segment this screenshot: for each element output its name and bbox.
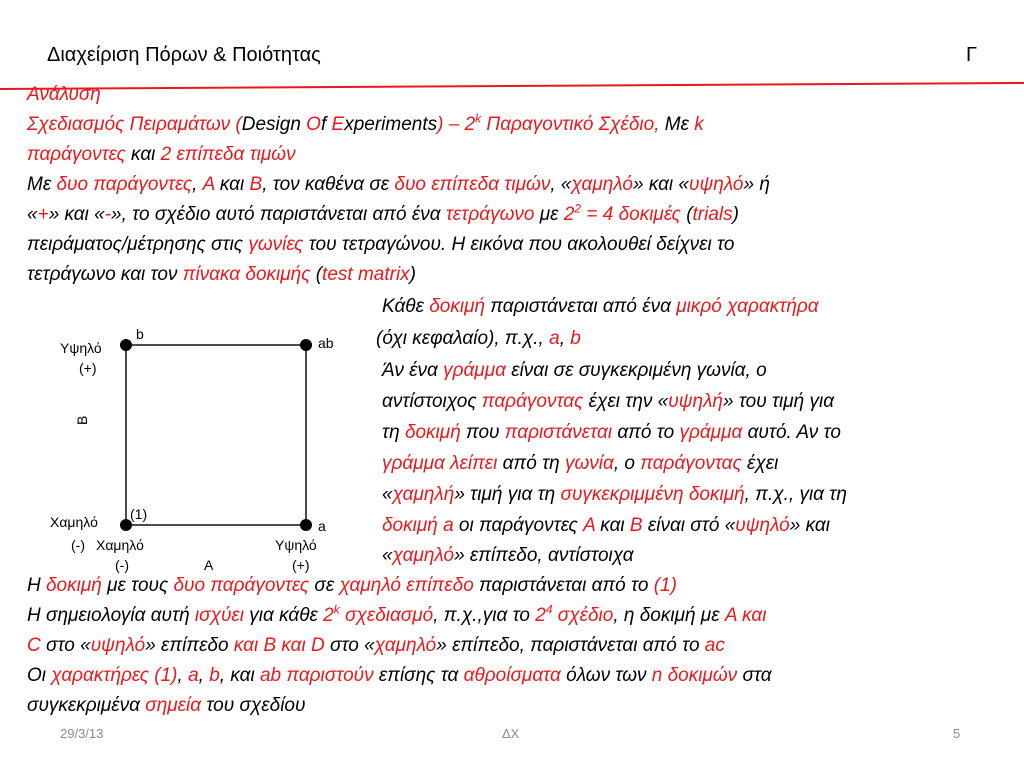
text-fragment: υψηλό [735,515,790,536]
text-fragment: A [202,174,215,195]
text-fragment: δοκιμή [429,296,486,317]
text-fragment: και [595,515,630,536]
text-fragment: , π.χ.,για το [433,605,536,626]
paragraph-line [27,172,770,198]
text-fragment: έχει [741,453,779,474]
text-fragment: , [198,665,210,686]
text-fragment: ισχύει [194,605,244,626]
text-fragment: D [241,114,256,135]
text-fragment: 2 [535,605,546,626]
text-fragment: Κάθε [382,296,430,317]
text-fragment: O [306,114,321,135]
right-paragraph-line [382,389,834,415]
text-fragment: παράγοντες [27,144,126,165]
text-fragment: a [549,328,560,349]
paragraph-line [27,693,305,719]
text-fragment: ) [732,204,739,225]
superscript: k [475,111,482,126]
text-fragment: , ο [613,453,641,474]
text-fragment: ( [680,204,693,225]
text-fragment: » τιμή για τη [454,484,561,505]
text-fragment: » και [789,515,830,536]
text-fragment: δυο επίπεδα τιμών [394,174,551,195]
a-minus-below: (-) [115,557,129,573]
text-fragment: A [583,515,596,536]
text-fragment: , και [219,665,260,686]
text-fragment: « [382,484,393,505]
text-fragment: με [534,204,564,225]
text-fragment: γράμμα [679,422,743,443]
right-paragraph-line [376,326,581,352]
right-paragraph-line [382,543,634,569]
text-fragment: δοκιμή a [382,515,454,536]
header-title: Διαχείριση Πόρων & Ποιότητας [47,44,321,66]
text-fragment: χαμηλό [392,545,455,566]
text-fragment: χαμηλή [392,484,455,505]
text-fragment: ac [704,635,725,656]
text-fragment: συγκεκριμμένη δοκιμή [560,484,745,505]
text-fragment: b [570,328,581,349]
b-high-label: Υψηλό [60,340,102,356]
header-accent-line [0,80,1024,90]
text-fragment: τετράγωνο και τον [27,264,183,285]
text-fragment: είναι στό « [642,515,736,536]
text-fragment: αντίστοιχος [382,391,482,412]
text-fragment: είναι σε συγκεκριμένη γωνία, ο [505,360,767,381]
text-fragment: A και [724,605,767,626]
text-fragment: E [331,114,345,135]
text-fragment: ) – 2 [437,114,476,135]
text-fragment: χαμηλό [571,174,633,195]
text-fragment: , [177,665,189,686]
text-fragment: έχει την « [583,391,669,412]
text-fragment: » επίπεδο, αντίστοιχα [454,545,634,566]
text-fragment: επίσης τα [373,665,464,686]
text-fragment: στο « [40,635,91,656]
superscript: k [333,602,340,617]
text-fragment: », το σχέδιο αυτό παριστάνεται από ένα [111,204,446,225]
corner-point-a [300,519,312,531]
doe-title-line-2 [27,142,296,168]
b-low-label: Χαμηλό [50,514,98,530]
text-fragment: γωνίες [248,234,304,255]
text-fragment: μικρό χαρακτήρα [676,296,819,317]
text-fragment: με τους [101,575,174,596]
corner-point-ab [300,339,312,351]
text-fragment: παριστούν [281,665,374,686]
text-fragment: 4 δοκιμές [602,204,681,225]
paragraph-line [27,262,416,288]
text-fragment: γωνία [565,453,614,474]
label-b: b [136,326,144,342]
footer-date: 29/3/13 [60,726,104,741]
text-fragment: B [629,515,643,536]
text-fragment: » επίπεδο, παριστάνεται από το [436,635,705,656]
label-1: (1) [130,506,148,522]
footer-page-number: 5 [953,726,961,741]
corner-point-b [120,339,132,351]
right-paragraph-line [382,294,819,320]
text-fragment: b [209,665,220,686]
slide-header [0,0,1024,90]
text-fragment: « [382,545,393,566]
design-square [126,345,306,525]
text-fragment: esign [255,114,307,135]
text-fragment: Παραγοντικό Σχέδιο, [481,114,660,135]
doe-title-line [27,112,704,138]
factorial-square-diagram [40,325,360,575]
paragraph-line [27,663,772,689]
text-fragment: » ή [743,174,770,195]
text-fragment: , [192,174,203,195]
right-paragraph-line [382,420,841,446]
text-fragment: Άν ένα [382,360,444,381]
paragraph-line [27,633,725,659]
text-fragment: xperiments [344,114,438,135]
text-fragment: δοκιμή [46,575,102,596]
text-fragment: ( [310,264,323,285]
superscript: 4 [545,602,553,617]
text-fragment: Η σημειολογία αυτή [27,605,195,626]
paragraph-line [27,202,739,228]
text-fragment: » και « [632,174,689,195]
text-fragment: δυο παράγοντες [56,174,193,195]
text-fragment: και [125,144,161,165]
a-minus-label: (-) [71,537,85,553]
label-a: a [318,518,326,534]
text-fragment: 2 επίπεδα τιμών [160,144,296,165]
text-fragment: που [460,422,505,443]
text-fragment: χαμηλό επίπεδο [339,575,474,596]
footer-author: ΔΧ [502,726,520,741]
text-fragment: f [320,114,332,135]
paragraph-line [27,573,677,599]
text-fragment: « [27,204,38,225]
right-paragraph-line [382,513,830,539]
text-fragment: χαρακτήρες (1) [51,665,178,686]
text-fragment: αυτό. Αν το [742,422,841,443]
a-axis-label: A [204,557,214,573]
text-fragment: υψηλό [90,635,146,656]
text-fragment: n δοκιμών [651,665,738,686]
a-high-label: Υψηλό [275,537,317,553]
superscript: 2 [574,201,582,216]
text-fragment: υψηλή [668,391,723,412]
text-fragment: του σχεδίου [201,695,306,716]
text-fragment: Με [659,114,695,135]
text-fragment: σχεδιασμό [339,605,434,626]
text-fragment: πίνακα δοκιμής [182,264,311,285]
text-fragment: ) [409,264,416,285]
text-fragment: σε [309,575,340,596]
text-fragment: k [694,114,704,135]
text-fragment: σημεία [145,695,202,716]
paragraph-line [27,232,734,258]
a-low-label: Χαμηλό [96,537,144,553]
text-fragment: 2 [323,605,334,626]
text-fragment: C [27,635,41,656]
text-fragment: τετράγωνο [445,204,535,225]
section-heading: Ανάλυση [27,84,101,105]
text-fragment: παριστάνεται από ένα [485,296,677,317]
text-fragment: ab [259,665,282,686]
text-fragment: (1) [653,575,677,596]
right-paragraph-line [382,451,778,477]
text-fragment: test matrix [322,264,410,285]
text-fragment: 2 [563,204,575,225]
text-fragment: οι παράγοντες [453,515,584,536]
text-fragment: Με [27,174,57,195]
text-fragment: » και « [48,204,105,225]
text-fragment: συγκεκριμένα [27,695,146,716]
text-fragment: παριστάνεται [504,422,613,443]
text-fragment: τη [382,422,405,443]
text-fragment: , [559,328,571,349]
text-fragment: όλων των [560,665,652,686]
a-plus-label: (+) [292,557,310,573]
text-fragment: του τετραγώνου. Η εικόνα που ακολουθεί δείχνει το [303,234,735,255]
text-fragment: από τη [497,453,565,474]
text-fragment: γράμμα λείπει [382,453,498,474]
paragraph-line [27,603,766,629]
text-fragment: Η [27,575,46,596]
text-fragment: B [249,174,263,195]
text-fragment: (όχι κεφαλαίο), π.χ., [376,328,550,349]
text-fragment: , π.χ., για τη [744,484,847,505]
text-fragment: a [188,665,199,686]
text-fragment: δυο παράγοντες [173,575,310,596]
text-fragment: + [37,204,49,225]
text-fragment: στα [737,665,772,686]
text-fragment: και [214,174,250,195]
text-fragment: , τον καθένα σε [262,174,395,195]
text-fragment: σχέδιο [552,605,614,626]
text-fragment: παράγοντας [481,391,584,412]
text-fragment: » του τιμή για [722,391,835,412]
text-fragment: » επίπεδο [145,635,234,656]
header-letter: Γ [966,44,978,66]
text-fragment: υψηλό [689,174,744,195]
text-fragment: , η δοκιμή με [613,605,725,626]
text-fragment: , « [550,174,572,195]
text-fragment: πειράματος/μέτρησης στις [27,234,249,255]
text-fragment: παράγοντας [640,453,742,474]
label-ab: ab [318,335,334,351]
text-fragment: χαμηλό [374,635,437,656]
text-fragment: για κάθε [244,605,324,626]
text-fragment: στο « [324,635,375,656]
b-plus-label: (+) [79,360,97,376]
text-fragment: από το [612,422,680,443]
b-axis-label: B [74,415,90,425]
text-fragment: - [104,204,112,225]
text-fragment: δοκιμή [404,422,461,443]
text-fragment: trials [692,204,733,225]
text-fragment: Οι [27,665,52,686]
right-paragraph-line [382,358,767,384]
text-fragment: και B και D [233,635,325,656]
text-fragment: γράμμα [443,360,506,381]
text-fragment: = [581,204,603,225]
text-fragment: Σχεδιασμός Πειραμάτων ( [27,114,242,135]
text-fragment: αθροίσματα [463,665,561,686]
right-paragraph-line [382,482,847,508]
text-fragment: παριστάνεται από το [473,575,654,596]
